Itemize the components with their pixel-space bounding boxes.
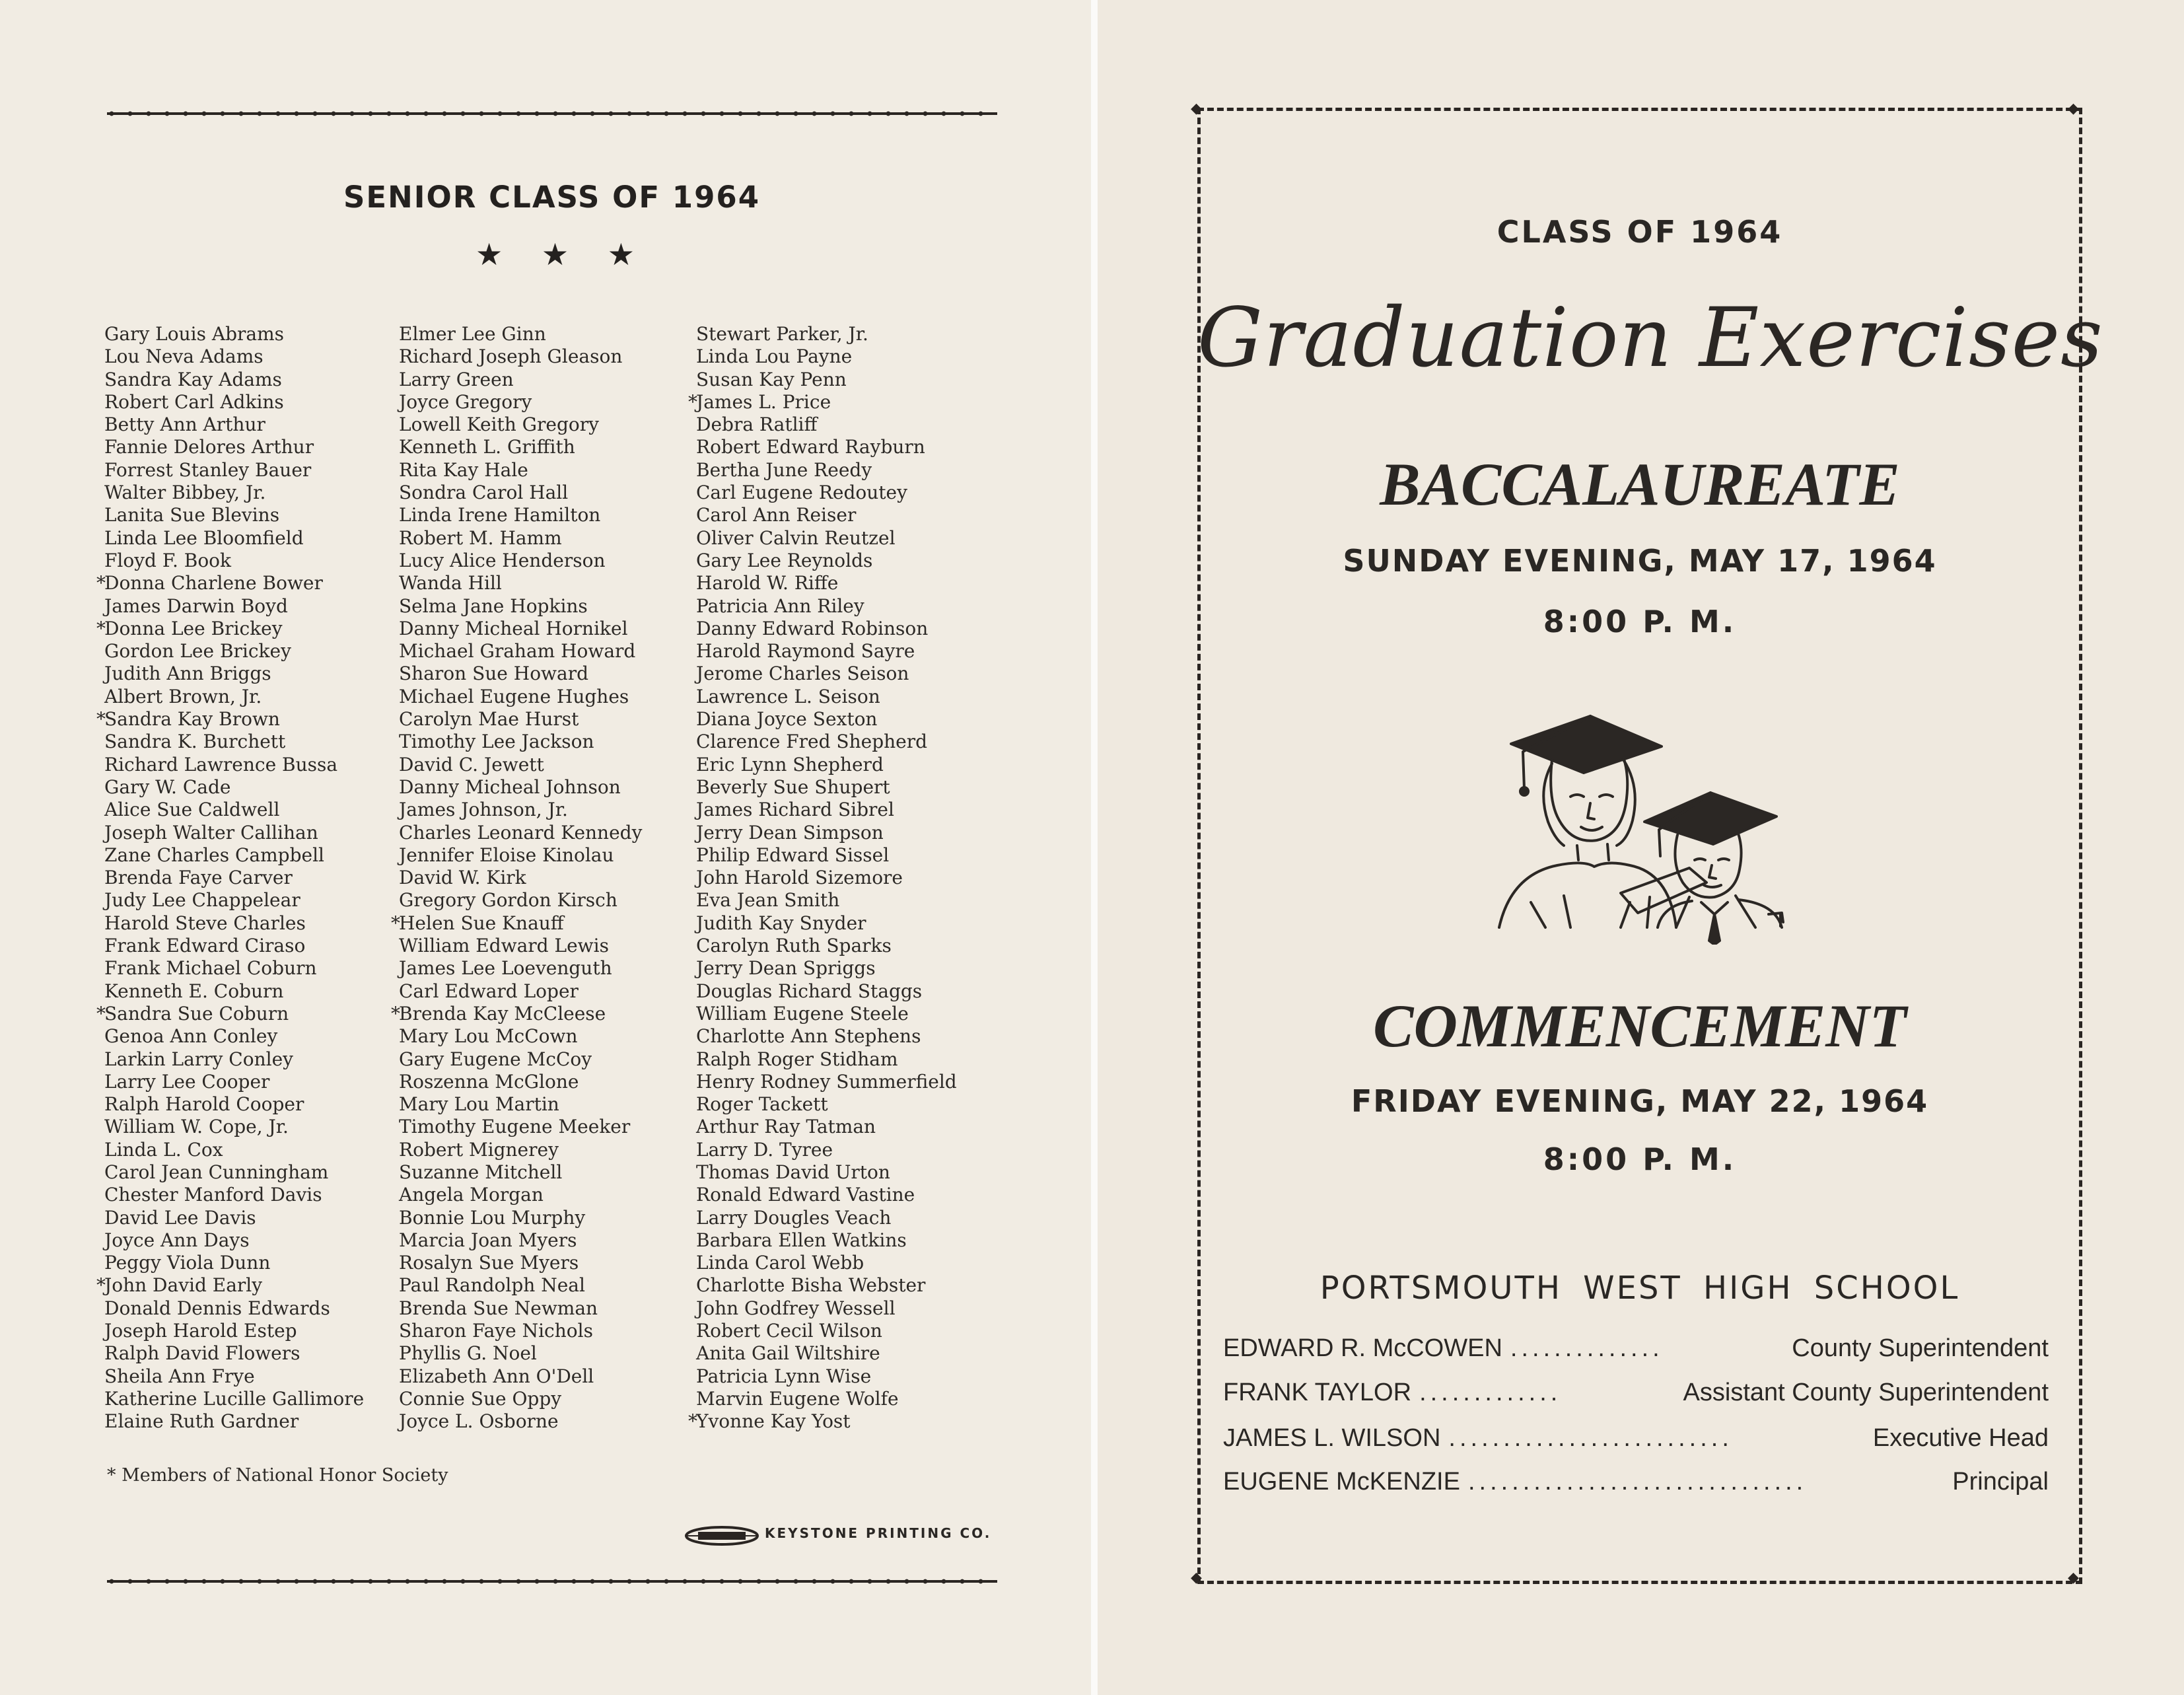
top-chain-border — [107, 110, 997, 118]
graduate-name: James Richard Sibrel — [696, 799, 894, 821]
graduate-name: Jerry Dean Simpson — [696, 821, 884, 844]
graduate-name: Albert Brown, Jr. — [104, 685, 262, 707]
official-title: Executive Head — [1872, 1424, 2049, 1452]
graduate-name: Joseph Walter Callihan — [104, 821, 318, 844]
graduate-name: Debra Ratliff — [696, 414, 818, 436]
graduates-illustration-icon — [1491, 704, 1802, 945]
dot-leader: ............. — [1419, 1379, 1562, 1406]
name-column-2 — [391, 323, 643, 1433]
graduate-name: Roszenna McGlone — [399, 1070, 579, 1093]
graduate-name: Carl Eugene Redoutey — [696, 482, 907, 504]
graduate-name: Eva Jean Smith — [696, 889, 840, 912]
baccalaureate-time: 8:00 P. M. — [1543, 604, 1737, 639]
graduate-name: Ralph David Flowers — [104, 1342, 300, 1365]
graduate-name: David Lee Davis — [104, 1206, 256, 1229]
graduate-name: Gary W. Cade — [104, 775, 231, 798]
graduate-name: Carl Edward Loper — [399, 980, 579, 1002]
graduate-name: Carol Jean Cunningham — [104, 1161, 329, 1183]
official-name: EUGENE McKENZIE — [1223, 1468, 1460, 1496]
graduate-name: Chester Manford Davis — [104, 1184, 322, 1206]
graduate-name: Bonnie Lou Murphy — [399, 1206, 586, 1229]
class-of-heading: CLASS OF 1964 — [1497, 214, 1783, 250]
commencement-time: 8:00 P. M. — [1543, 1141, 1737, 1177]
graduate-name: Ralph Roger Stidham — [696, 1048, 898, 1070]
graduate-name: William W. Cope, Jr. — [104, 1116, 289, 1138]
graduate-name: * Helen Sue Knauff — [391, 912, 564, 934]
graduate-name: * Brenda Kay McCleese — [391, 1002, 606, 1025]
graduate-name: Richard Joseph Gleason — [399, 345, 623, 368]
graduate-name: Marvin Eugene Wolfe — [696, 1387, 899, 1410]
graduate-name: Larry Dougles Veach — [696, 1206, 892, 1229]
graduate-name: Larry D. Tyree — [696, 1138, 833, 1161]
graduate-name: Gregory Gordon Kirsch — [399, 889, 617, 912]
official-row — [1223, 1468, 2049, 1501]
graduate-name: Danny Micheal Johnson — [399, 775, 621, 798]
graduate-name: Peggy Viola Dunn — [104, 1252, 271, 1274]
graduate-name: Ronald Edward Vastine — [696, 1184, 915, 1206]
graduate-name: Charlotte Ann Stephens — [696, 1025, 921, 1048]
graduate-name: Floyd F. Book — [104, 549, 232, 571]
graduate-name: * Sandra Sue Coburn — [96, 1002, 289, 1025]
official-name: EDWARD R. McCOWEN — [1223, 1334, 1502, 1362]
graduate-name: Patricia Ann Riley — [696, 595, 864, 617]
graduate-name: Gary Eugene McCoy — [399, 1048, 592, 1070]
graduate-name: Michael Eugene Hughes — [399, 685, 629, 707]
corner-ornament-icon: ◆ — [1191, 100, 1202, 117]
graduate-name: Joseph Harold Estep — [104, 1320, 297, 1342]
graduate-name: Judith Ann Briggs — [104, 663, 271, 685]
corner-ornament-icon: ◆ — [2068, 1569, 2079, 1586]
graduate-name: William Eugene Steele — [696, 1002, 909, 1025]
graduate-name: Connie Sue Oppy — [399, 1387, 562, 1410]
graduate-name: Michael Graham Howard — [399, 640, 636, 663]
graduate-name: Harold Raymond Sayre — [696, 640, 915, 663]
graduate-name: * Donna Lee Brickey — [96, 617, 283, 639]
graduate-name: Douglas Richard Staggs — [696, 980, 923, 1002]
graduate-name: Sondra Carol Hall — [399, 482, 569, 504]
graduate-name: Harold Steve Charles — [104, 912, 306, 934]
graduate-name: Betty Ann Arthur — [104, 414, 265, 436]
graduate-name: Robert Cecil Wilson — [696, 1320, 882, 1342]
graduate-name: Linda Lee Bloomfield — [104, 526, 304, 549]
graduate-name: Jerome Charles Seison — [696, 663, 909, 685]
graduate-name: Timothy Eugene Meeker — [399, 1116, 631, 1138]
graduate-name: Harold W. Riffe — [696, 572, 839, 595]
graduate-name: Walter Bibbey, Jr. — [104, 482, 266, 504]
graduate-name: Judith Kay Snyder — [696, 912, 866, 934]
graduate-name: Joyce L. Osborne — [399, 1410, 559, 1433]
graduate-name: Larry Lee Cooper — [104, 1070, 270, 1093]
graduate-name: Stewart Parker, Jr. — [696, 323, 868, 345]
graduate-name: Lou Neva Adams — [104, 345, 264, 368]
official-name: FRANK TAYLOR — [1223, 1379, 1412, 1406]
bottom-chain-border — [107, 1577, 997, 1585]
graduate-name: Larry Green — [399, 368, 514, 390]
dot-leader: ............................... — [1467, 1468, 1808, 1496]
graduate-name: Elmer Lee Ginn — [399, 323, 546, 345]
graduate-name: Charlotte Bisha Webster — [696, 1274, 926, 1297]
graduate-name: Thomas David Urton — [696, 1161, 890, 1183]
graduate-name: Sandra K. Burchett — [104, 731, 286, 753]
graduate-name: Elaine Ruth Gardner — [104, 1410, 299, 1433]
graduate-name: Danny Edward Robinson — [696, 617, 929, 639]
graduation-exercises-title: Graduation Exercises — [1197, 291, 2103, 386]
commencement-date: FRIDAY EVENING, MAY 22, 1964 — [1351, 1083, 1929, 1119]
graduate-name: Suzanne Mitchell — [399, 1161, 563, 1183]
graduate-name: Paul Randolph Neal — [399, 1274, 585, 1297]
graduate-name: James Lee Loevenguth — [399, 957, 612, 980]
graduate-name: Carol Ann Reiser — [696, 504, 857, 526]
graduate-name: Donald Dennis Edwards — [104, 1297, 330, 1319]
graduate-name: Forrest Stanley Bauer — [104, 458, 312, 481]
graduate-name: Alice Sue Caldwell — [104, 799, 280, 821]
graduate-name: Danny Micheal Hornikel — [399, 617, 628, 639]
baccalaureate-title: BACCALAUREATE — [1380, 451, 1900, 518]
graduate-name: Oliver Calvin Reutzel — [696, 526, 896, 549]
graduate-name: Anita Gail Wiltshire — [696, 1342, 880, 1365]
graduate-name: Barbara Ellen Watkins — [696, 1229, 907, 1251]
graduate-name: John Harold Sizemore — [696, 867, 903, 889]
name-column-3 — [688, 323, 957, 1433]
graduate-name: * Donna Charlene Bower — [96, 572, 323, 595]
graduate-name: Gary Louis Abrams — [104, 323, 285, 345]
graduate-name: Genoa Ann Conley — [104, 1025, 278, 1048]
graduate-name: John Godfrey Wessell — [696, 1297, 896, 1319]
graduate-name: Sandra Kay Adams — [104, 368, 282, 390]
graduate-name: Ralph Harold Cooper — [104, 1093, 304, 1116]
graduate-name: James Darwin Boyd — [104, 595, 288, 617]
official-name: JAMES L. WILSON — [1223, 1424, 1441, 1452]
graduate-name: Carolyn Mae Hurst — [399, 708, 579, 731]
star-ornament: ★ ★ ★ — [476, 236, 649, 272]
page-fold — [1091, 0, 1098, 1695]
graduate-name: Clarence Fred Shepherd — [696, 731, 928, 753]
graduate-name: Linda L. Cox — [104, 1138, 223, 1161]
graduate-name: Diana Joyce Sexton — [696, 708, 878, 731]
graduate-name: Frank Michael Coburn — [104, 957, 317, 980]
left-page — [0, 0, 1091, 1695]
graduate-name: Mary Lou McCown — [399, 1025, 578, 1048]
corner-ornament-icon: ◆ — [1191, 1569, 1202, 1586]
graduate-name: Kenneth E. Coburn — [104, 980, 284, 1002]
graduate-name: Lowell Keith Gregory — [399, 414, 599, 436]
graduate-name: Patricia Lynn Wise — [696, 1365, 872, 1387]
graduate-name: Rita Kay Hale — [399, 458, 528, 481]
dot-leader: .............. — [1510, 1334, 1664, 1362]
official-row — [1223, 1334, 2049, 1367]
graduate-name: * John David Early — [96, 1274, 263, 1297]
graduate-name: Jennifer Eloise Kinolau — [399, 844, 614, 866]
graduate-name: Angela Morgan — [399, 1184, 544, 1206]
graduate-name: David C. Jewett — [399, 753, 544, 775]
graduate-name: * Yvonne Kay Yost — [688, 1410, 851, 1433]
graduate-name: Roger Tackett — [696, 1093, 828, 1116]
graduate-name: Philip Edward Sissel — [696, 844, 890, 866]
graduate-name: Fannie Delores Arthur — [104, 436, 314, 458]
graduate-name: Brenda Faye Carver — [104, 867, 293, 889]
graduate-name: Susan Kay Penn — [696, 368, 847, 390]
graduate-name: Kenneth L. Griffith — [399, 436, 575, 458]
graduate-name: Robert M. Hamm — [399, 526, 562, 549]
graduate-name: Linda Irene Hamilton — [399, 504, 601, 526]
graduate-name: Joyce Gregory — [399, 390, 532, 413]
printer-logo-icon — [684, 1525, 763, 1547]
graduate-name: Henry Rodney Summerfield — [696, 1070, 957, 1093]
graduate-name: Lanita Sue Blevins — [104, 504, 280, 526]
corner-ornament-icon: ◆ — [2068, 100, 2079, 117]
graduate-name: Joyce Ann Days — [104, 1229, 250, 1251]
graduate-name: Phyllis G. Noel — [399, 1342, 537, 1365]
graduate-name: Rosalyn Sue Myers — [399, 1252, 579, 1274]
graduate-name: Wanda Hill — [399, 572, 502, 595]
honor-society-footnote: * Members of National Honor Society — [107, 1465, 448, 1486]
graduate-name: Timothy Lee Jackson — [399, 731, 594, 753]
graduate-name: Robert Edward Rayburn — [696, 436, 925, 458]
graduate-name: Zane Charles Campbell — [104, 844, 324, 866]
official-title: Assistant County Superintendent — [1683, 1379, 2049, 1406]
graduate-name: * James L. Price — [688, 390, 831, 413]
graduate-name: Richard Lawrence Bussa — [104, 753, 338, 775]
graduate-name: Lawrence L. Seison — [696, 685, 880, 707]
graduate-name: * Sandra Kay Brown — [96, 708, 280, 731]
graduate-name: Katherine Lucille Gallimore — [104, 1387, 365, 1410]
graduate-name: Frank Edward Ciraso — [104, 935, 306, 957]
graduate-name: David W. Kirk — [399, 867, 526, 889]
commencement-title: COMMENCEMENT — [1373, 992, 1907, 1060]
official-title: Principal — [1952, 1468, 2049, 1496]
baccalaureate-date: SUNDAY EVENING, MAY 17, 1964 — [1343, 543, 1937, 579]
graduate-name: Carolyn Ruth Sparks — [696, 935, 892, 957]
graduate-name: Judy Lee Chappelear — [104, 889, 300, 912]
graduate-name: Gary Lee Reynolds — [696, 549, 873, 571]
graduate-name: Charles Leonard Kennedy — [399, 821, 643, 844]
graduate-name: Eric Lynn Shepherd — [696, 753, 884, 775]
graduate-name: Selma Jane Hopkins — [399, 595, 588, 617]
graduate-name: Linda Lou Payne — [696, 345, 853, 368]
graduate-name: Larkin Larry Conley — [104, 1048, 293, 1070]
graduate-name: Robert Mignerey — [399, 1138, 559, 1161]
graduate-name: Bertha June Reedy — [696, 458, 872, 481]
official-row — [1223, 1379, 2049, 1412]
graduate-name: Sheila Ann Frye — [104, 1365, 255, 1387]
graduate-name: Marcia Joan Myers — [399, 1229, 577, 1251]
graduate-name: Gordon Lee Brickey — [104, 640, 291, 663]
senior-class-title: SENIOR CLASS OF 1964 — [343, 180, 761, 215]
graduate-name: Robert Carl Adkins — [104, 390, 284, 413]
name-column-1 — [96, 323, 365, 1433]
graduate-name: Lucy Alice Henderson — [399, 549, 606, 571]
official-title: County Superintendent — [1792, 1334, 2049, 1362]
graduate-name: Beverly Sue Shupert — [696, 775, 890, 798]
dot-leader: .......................... — [1448, 1424, 1733, 1452]
graduate-name: Sharon Faye Nichols — [399, 1320, 593, 1342]
graduate-name: James Johnson, Jr. — [399, 799, 568, 821]
school-name: PORTSMOUTH WEST HIGH SCHOOL — [1320, 1270, 1960, 1307]
graduate-name: Elizabeth Ann O'Dell — [399, 1365, 594, 1387]
graduate-name: Sharon Sue Howard — [399, 663, 589, 685]
printer-name: KEYSTONE PRINTING CO. — [765, 1525, 992, 1541]
graduate-name: Mary Lou Martin — [399, 1093, 559, 1116]
graduate-name: Brenda Sue Newman — [399, 1297, 598, 1319]
graduate-name: Arthur Ray Tatman — [696, 1116, 876, 1138]
graduate-name: William Edward Lewis — [399, 935, 609, 957]
graduate-name: Linda Carol Webb — [696, 1252, 864, 1274]
official-row — [1223, 1424, 2049, 1457]
graduate-name: Jerry Dean Spriggs — [696, 957, 876, 980]
